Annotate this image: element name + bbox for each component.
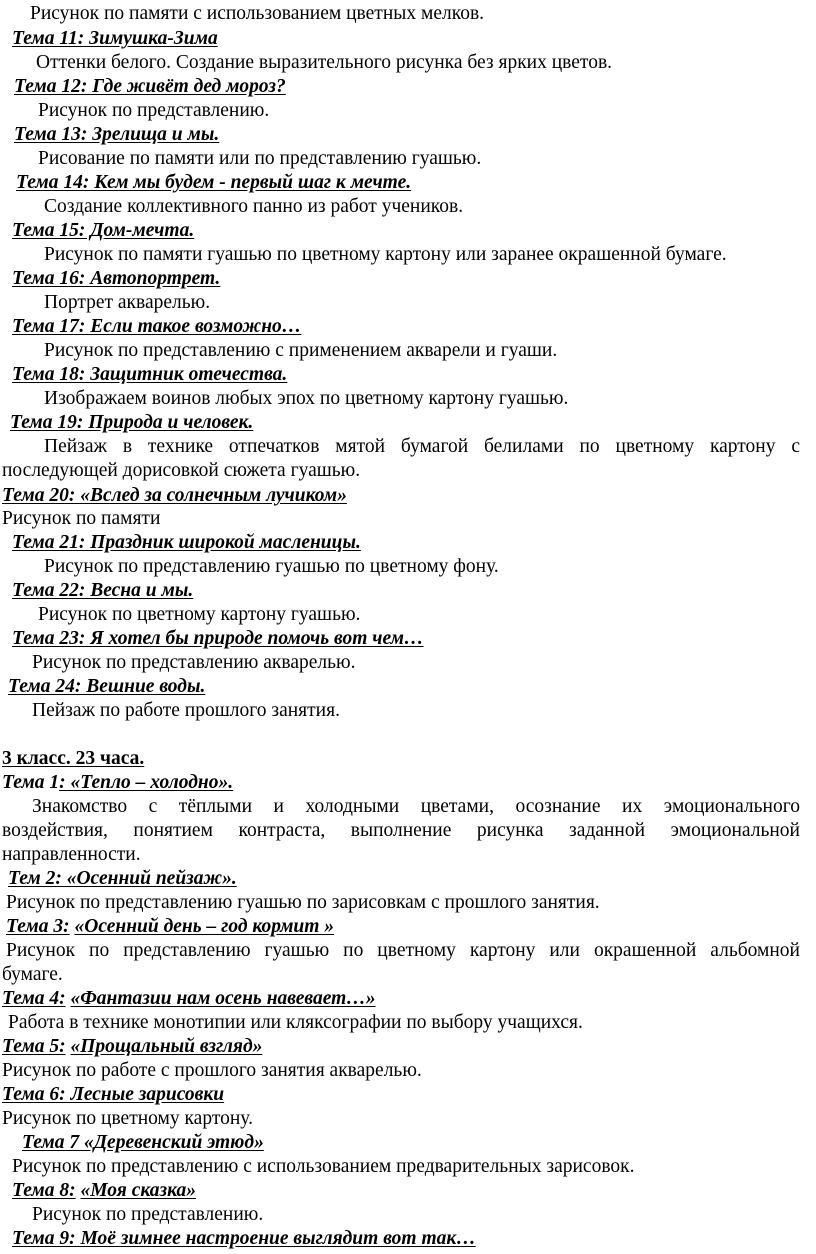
description-line: Работа в технике монотипии или кляксографии по выбору учащихся. [8,1012,583,1033]
description-line: Рисунок по представлению гуашью по зарисовкам с прошлого занятия. [6,892,600,913]
topic-title: Тема 16: Автопортрет. [12,268,221,289]
topic-title [0,987,376,1011]
description-line: последующей дорисовкой сюжета гуашью. [2,460,361,481]
description-line: Рисунок по представлению акварелью. [32,652,356,673]
description-line: направленности. [2,844,141,865]
topic-title: Тема 11: Зимушка-Зима [12,28,218,49]
description-line: Рисунок по работе с прошлого занятия акварелью. [2,1060,422,1081]
description-line: Рисунок по памяти гуашью по цветному картону или заранее окрашенной бумаге. [44,244,727,265]
description-line: Создание коллективного панно из работ учеников. [44,196,464,217]
topic-prefix: Тема 8: [12,1180,76,1201]
topic-prefix: Тема 4: [2,988,66,1009]
topic-name: «Фантазии нам осень навевает…» [70,988,376,1009]
description-line: Рисунок по представлению гуашью по цветному фону. [44,556,499,577]
topic-title [0,1179,196,1203]
topic-title: Тема 23: Я хотел бы природе помочь вот чем… [12,628,424,649]
description-line: Рисунок по представлению. [38,100,270,121]
topic-prefix: Тема 1 [2,772,60,793]
topic-title: Тема 24: Вешние воды. [8,676,206,697]
description-line: Изображаем воинов любых эпох по цветному картону гуашью. [44,388,569,409]
topic-title: Тема 20: «Вслед за солнечным лучиком» [2,485,347,506]
description-line: Оттенки белого. Создание выразительного рисунка без ярких цветов. [36,52,613,73]
description-line: Рисунок по памяти [2,508,161,529]
description-line: Знакомство с тёплыми и холодными цветами, осознание их эмоционального [32,796,800,817]
topic-prefix: Тема 5: [2,1036,66,1057]
topic-name: «Прощальный взгляд» [70,1036,263,1057]
description-line: бумаге. [2,964,63,985]
description-line: воздействия, понятием контраста, выполнение рисунка заданной эмоциональной [2,820,800,841]
topic-name: : «Тепло – холодно». [59,772,234,793]
topic-title: Тема 18: Защитник отечества. [12,364,288,385]
topic-title [0,915,334,939]
topic-title: Тема 21: Праздник широкой масленицы. [12,532,361,553]
topic-title: Тема 13: Зрелища и мы. [14,124,220,145]
topic-title: Тем 2: «Осенний пейзаж». [8,868,237,889]
topic-title: Тема 14: Кем мы будем - первый шаг к мечте. [16,172,412,193]
topic-prefix: Тема 3: [6,916,70,937]
description-line: Рисунок по цветному картону. [2,1108,253,1129]
topic-title: Тема 6: Лесные зарисовки [2,1084,225,1105]
description-line: Пейзаж по работе прошлого занятия. [32,700,340,721]
description-line: Рисунок по представлению с использованием предварительных зарисовок. [12,1156,635,1177]
description-line: Рисование по памяти или по представлению гуашью. [38,148,482,169]
topic-title: Тема 17: Если такое возможно… [12,316,302,337]
description-line: Рисунок по представлению. [32,1204,264,1225]
topic-title [0,1035,262,1059]
topic-title: Тема 9: Моё зимнее настроение выглядит вот так… [12,1228,476,1249]
description-line: Рисунок по представлению гуашью по цветному картону или окрашенной альбомной [6,940,800,961]
topic-name: «Моя сказка» [80,1180,197,1201]
topic-title: Тема 7 «Деревенский этюд» [22,1132,264,1153]
topic-title [0,771,233,795]
topic-title: Тема 22: Весна и мы. [12,580,194,601]
topic-title: Тема 19: Природа и человек. [10,412,254,433]
description-line: Рисунок по цветному картону гуашью. [38,604,361,625]
section-heading: 3 класс. 23 часа. [2,748,145,769]
description-line: Рисунок по памяти с использованием цветных мелков. [30,3,485,24]
topic-title: Тема 15: Дом-мечта. [12,220,195,241]
topic-title: Тема 12: Где живёт дед мороз? [14,76,286,97]
topic-name: «Осенний день – год кормит » [74,916,335,937]
description-line: Пейзаж в технике отпечатков мятой бумагой белилами по цветному картону с [44,436,800,457]
description-line: Рисунок по представлению с применением акварели и гуаши. [44,340,558,361]
description-line: Портрет акварелью. [44,292,211,313]
